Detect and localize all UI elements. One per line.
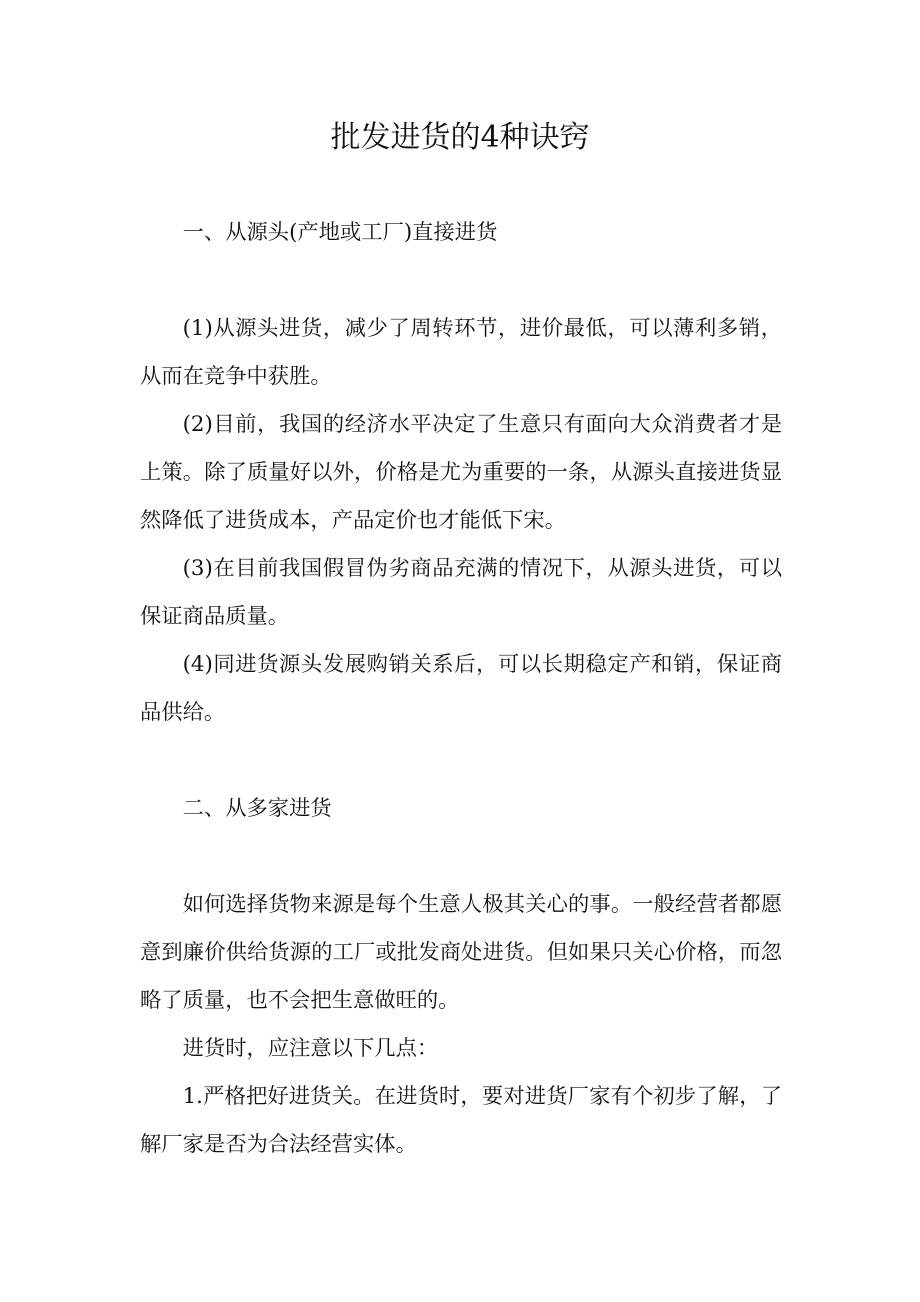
blank-line: [140, 257, 782, 305]
blank-line: [140, 737, 782, 785]
document-body: [140, 209, 782, 1169]
paragraph: (3)在目前我国假冒伪劣商品充满的情况下，从源头进货，可以保证商品质量。: [140, 556, 782, 629]
paragraph: (1)从源头进货，减少了周转环节，进价最低，可以薄利多销，从而在竞争中获胜。: [140, 316, 782, 389]
document-title: 批发进货的4种诀窍: [330, 120, 590, 155]
paragraph: 进货时，应注意以下几点：: [182, 1036, 439, 1061]
paragraph: 1.严格把好进货关。在进货时，要对进货厂家有个初步了解，了解厂家是否为合法经营实体。: [140, 1084, 782, 1157]
paragraph: (2)目前，我国的经济水平决定了生意只有面向大众消费者才是上策。除了质量好以外，价格是尤为重要的一条，从源头直接进货显然降低了进货成本，产品定价也才能低下宋。: [140, 412, 782, 533]
paragraph: 如何选择货物来源是每个生意人极其关心的事。一般经营者都愿意到廉价供给货源的工厂或批发商处进货。但如果只关心价格，而忽略了质量，也不会把生意做旺的。: [140, 892, 782, 1013]
section-heading: 二、从多家进货: [182, 796, 332, 821]
section-heading: 一、从源头(产地或工厂)直接进货: [182, 220, 498, 245]
paragraph: (4)同进货源头发展购销关系后，可以长期稳定产和销，保证商品供给。: [140, 652, 782, 725]
blank-line: [140, 833, 782, 881]
